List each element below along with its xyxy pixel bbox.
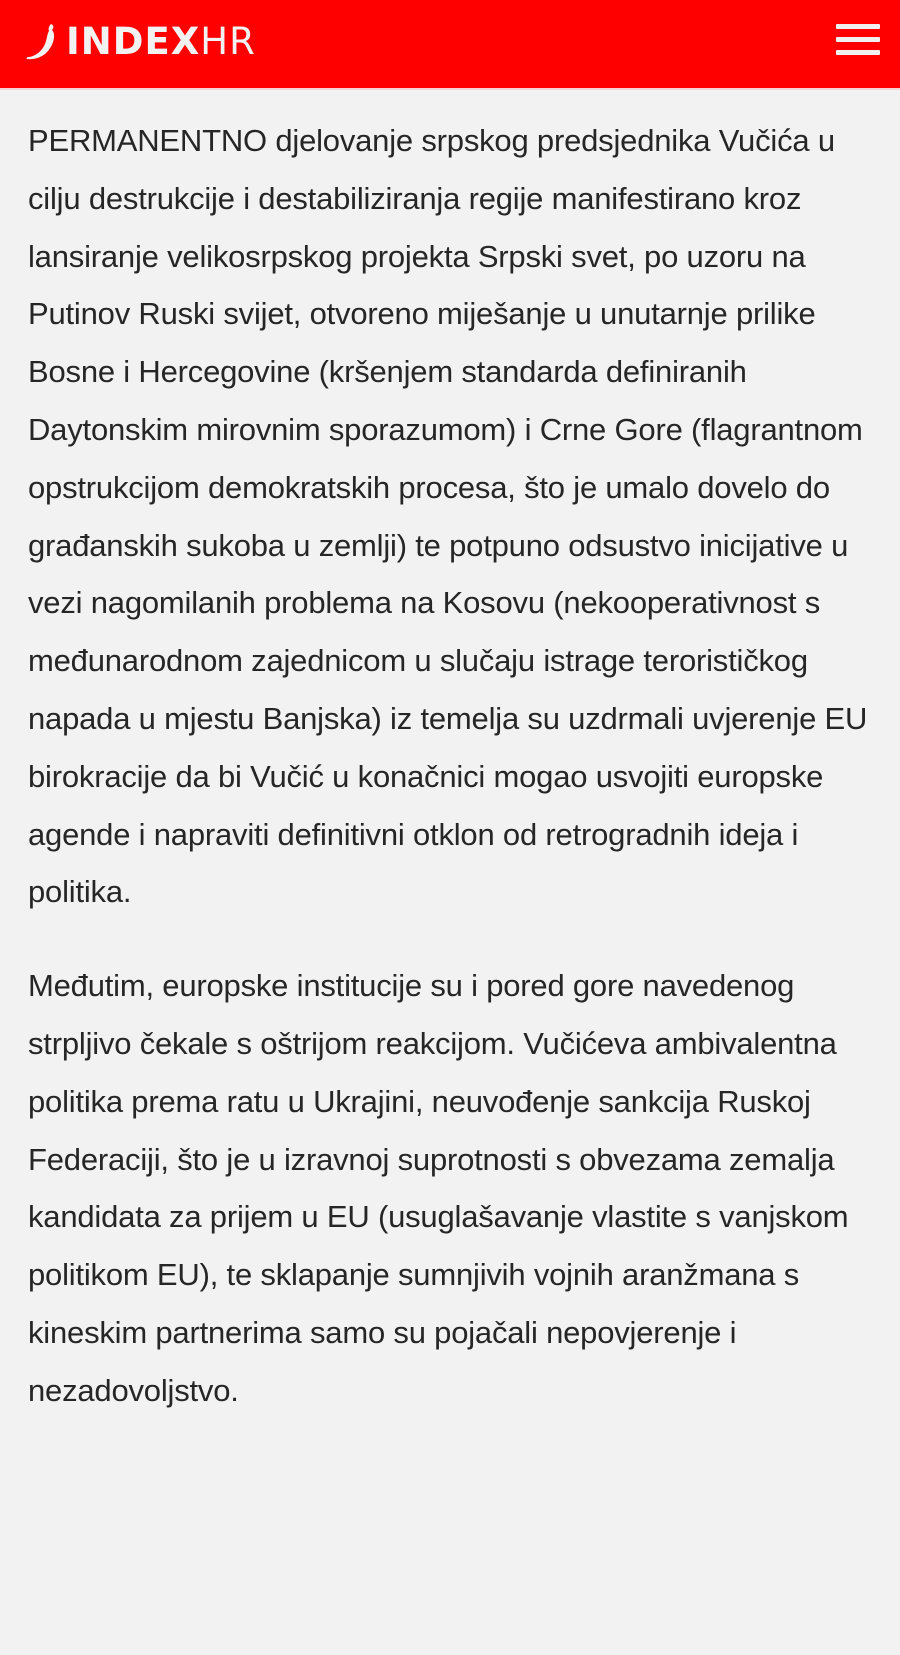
- menu-bar: [836, 37, 880, 42]
- hamburger-menu-icon[interactable]: [836, 24, 880, 58]
- article-body: [0, 90, 900, 1420]
- article-paragraph: Međutim, europske institucije su i pored gore navedenog strpljivo čekale s oštrijom reakcijom. Vučićeva ambivalentna politika prema ratu u Ukrajini, neuvođenje sankcija Ruskoj Federaciji, što je u izravnoj suprotnosti s obvezama zemalja kandidata za prijem u EU (usuglašavanje vlastite s vanjskom politikom EU), te sklapanje sumnjivih vojnih aranžmana s kineskim partnerima samo su pojačali nepovjerenje i nezadovoljstvo.: [28, 968, 849, 1408]
- menu-bar: [836, 24, 880, 29]
- article-paragraph: PERMANENTNO djelovanje srpskog predsjednika Vučića u cilju destrukcije i destabiliziranja regije manifestirano kroz lansiranje velikosrpskog projekta Srpski svet, po uzoru na Putinov Ruski svijet, otvoreno miješanje u unutarnje prilike Bosne i Hercegovine (kršenjem standarda definiranih Daytonskim mirovnim sporazumom) i Crne Gore (flagrantnom opstrukcijom demokratskih procesa, što je umalo dovelo do građanskih sukoba u zemlji) te potpuno odsustvo inicijative u vezi nagomilanih problema na Kosovu (nekooperativnost s međunarodnom zajednicom u slučaju istrage terorističkog napada u mjestu Banjska) iz temelja su uzdrmali uvjerenje EU birokracije da bi Vučić u konačnici mogao usvojiti europske agende i napraviti definitivni otklon od retrogradnih ideja i politika.: [28, 123, 868, 910]
- site-header: [0, 0, 900, 90]
- menu-bar: [836, 50, 880, 55]
- logo-text-hr: HR: [200, 20, 256, 63]
- logo-text-index: INDEX: [66, 20, 201, 63]
- site-logo-link[interactable]: [24, 22, 256, 62]
- chili-pepper-icon: [24, 22, 60, 62]
